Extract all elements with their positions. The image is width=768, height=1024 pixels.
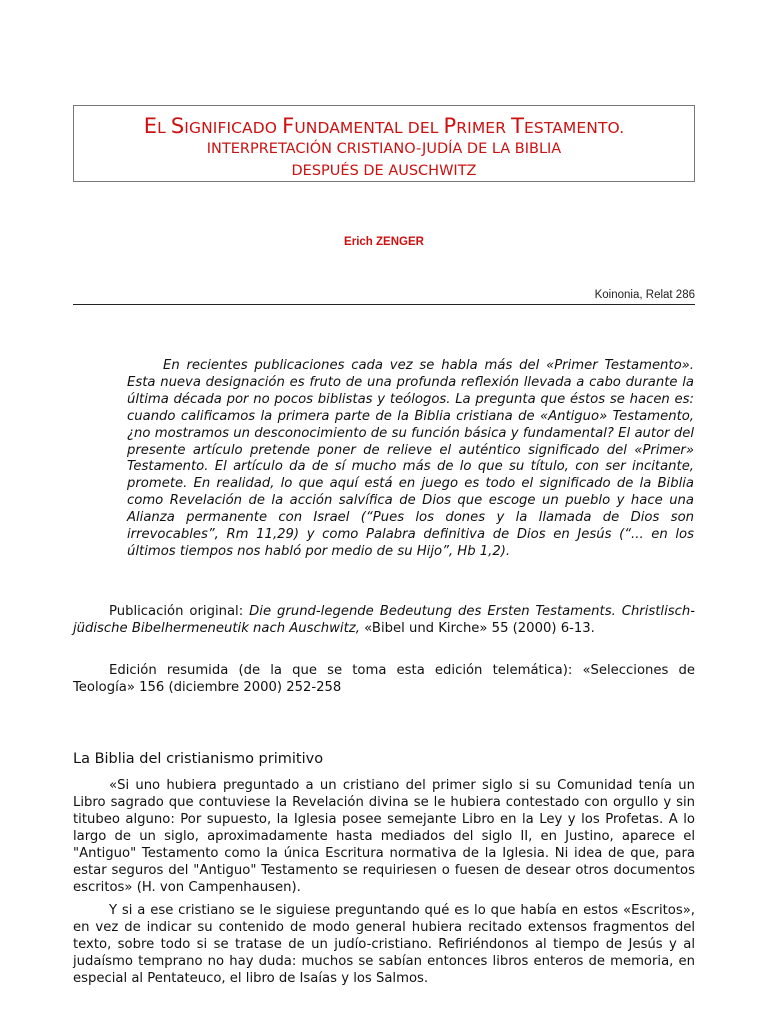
- title-subtitle-2: DESPUÉS DE AUSCHWITZ: [291, 163, 477, 179]
- publication-details: «Bibel und Kirche» 55 (2000) 6-13.: [359, 620, 595, 636]
- publication-title: Die grund-legende Bedeutung des Ersten Testaments. Christlisch-jüdische Bibelhermeneutik nach Auschwitz,: [73, 604, 695, 636]
- edition-note: Edición resumida (de la que se toma esta edición telemática): «Selecciones de Teología» 156 (diciembre 2000) 252-258: [73, 663, 695, 695]
- title-box: [73, 105, 695, 182]
- title-word: PRIMER: [443, 114, 512, 138]
- title-main: [74, 114, 694, 138]
- title-subtitle-1: INTERPRETACIÓN CRISTIANO-JUDÍA DE LA BIBLIA: [206, 141, 562, 157]
- title-word: TESTAMENTO.: [511, 114, 625, 138]
- source-reference: Koinonia, Relat 286: [594, 289, 695, 301]
- title-word: FUNDAMENTAL DEL: [282, 114, 444, 138]
- author-name: Erich ZENGER: [344, 236, 424, 248]
- body-paragraph: Y si a ese cristiano se le siguiese preguntando qué es lo que había en estos «Escritos», en vez de indicar su contenido de modo general hubiera recitado extensos fragmentos del texto, sobre todo si se tratase de un judío-cristiano. Refiriéndonos al tiempo de Jesús y al judaísmo temprano no hay duda: muchos se sabían entonces libros enteros de memoria, en especial al Pentateuco, el libro de Isaías y los Salmos.: [73, 903, 695, 986]
- publication-label: Publicación original:: [109, 604, 250, 619]
- header-divider: [73, 304, 695, 305]
- abstract-paragraph: En recientes publicaciones cada vez se habla más del «Primer Testamento». Esta nueva designación es fruto de una profunda reflexión llevada a cabo durante la última década por no pocos biblistas y teólogos. La pregunta que éstos se hacen es: cuando calificamos la primera parte de la Biblia cristiana de «Antiguo» Testamento, ¿no mostramos un desconocimiento de su función básica y fundamental? El autor del presente artículo pretende poner de relieve el auténtico significado del «Primer» Testamento. El artículo da de sí mucho más de lo que su título, con ser incitante, promete. En realidad, lo que aquí está en juego es todo el significado de la Biblia como Revelación de la acción salvífica de Dios que escoge un pueblo y hace una Alianza permanente con Israel (“Pues los dones y la llamada de Dios son irrevocables”, Rm 11,29) y como Palabra definitiva de Dios en Jesús (“... en los últimos tiempos nos habló por medio de su Hijo”, Hb 1,2).: [127, 358, 694, 559]
- publication-note: [73, 604, 695, 638]
- body-paragraph: «Si uno hubiera preguntado a un cristiano del primer siglo si su Comunidad tenía un Libro sagrado que contuviese la Revelación divina se le hubiera contestado con orgullo y sin titubeo alguno: Por supuesto, la Iglesia posee semejante Libro en la Ley y los Profetas. A lo largo de un siglo, aproximadamente hasta mediados del siglo II, en Justino, aparece el "Antiguo" Testamento como la única Escritura normativa de la Iglesia. Ni idea de que, para estar seguros del "Antiguo" Testamento se requiriesen o fuesen de desear otros documentos escritos» (H. von Campenhausen).: [73, 778, 695, 895]
- title-word: SIGNIFICADO: [170, 114, 283, 138]
- section-heading: La Biblia del cristianismo primitivo: [73, 751, 324, 767]
- title-word: EL: [143, 114, 171, 138]
